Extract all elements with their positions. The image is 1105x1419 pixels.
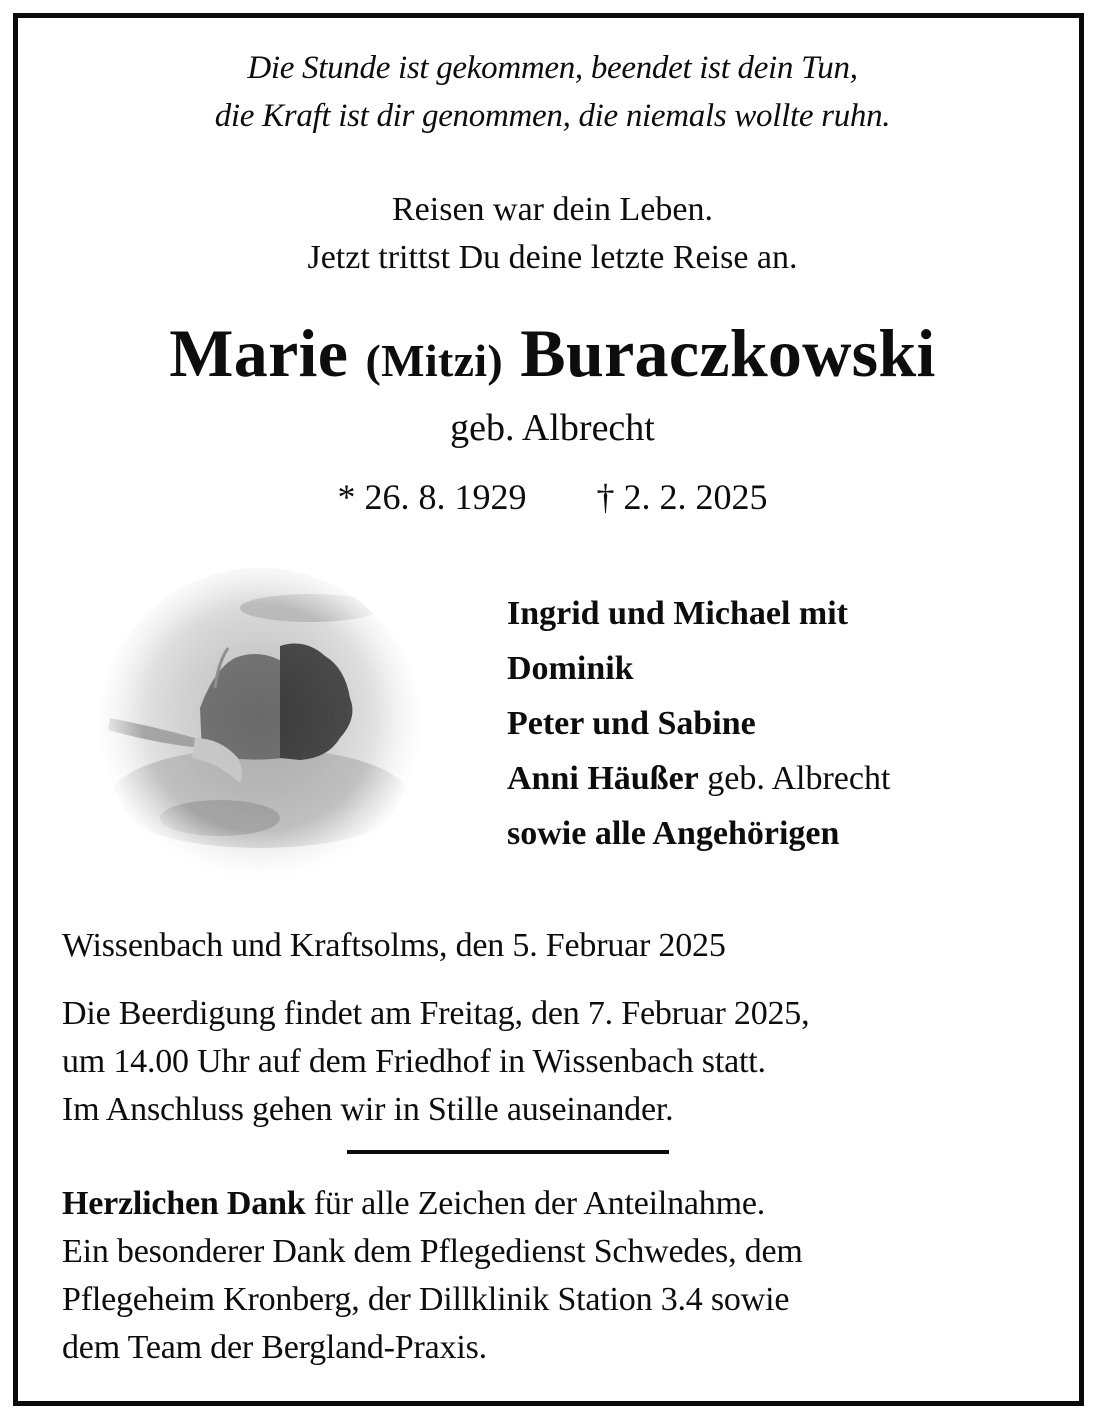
funeral-line-1: Die Beerdigung findet am Freitag, den 7. Februar 2025, <box>62 995 810 1032</box>
mourners-list <box>507 586 890 861</box>
mourner-line: sowie alle Angehörigen <box>507 815 840 852</box>
divider-rule <box>347 1150 669 1154</box>
verse-upright-line-1: Reisen war dein Leben. <box>392 191 713 228</box>
funeral-line-2: um 14.00 Uhr auf dem Friedhof in Wissenbach statt. <box>62 1043 766 1080</box>
first-name: Marie <box>169 315 349 391</box>
mourner-line: Anni Häußer geb. Albrecht <box>507 760 891 797</box>
verse-italic <box>0 44 1105 140</box>
thanks-block <box>62 1180 803 1372</box>
last-name: Buraczkowski <box>520 315 936 391</box>
thanks-line-1: Herzlichen Dank für alle Zeichen der Anteilnahme. <box>62 1185 766 1222</box>
nickname: (Mitzi) <box>365 335 503 386</box>
place-date: Wissenbach und Kraftsolms, den 5. Februar 2025 <box>62 927 726 964</box>
verse-italic-line-2: die Kraft ist dir genommen, die niemals wollte ruhn. <box>214 98 891 134</box>
deceased-name <box>0 315 1105 396</box>
birth-name: geb. Albrecht <box>450 407 655 449</box>
thanks-line-3: Pflegeheim Kronberg, der Dillklinik Station 3.4 sowie <box>62 1281 790 1318</box>
thanks-line-4: dem Team der Bergland-Praxis. <box>62 1329 487 1366</box>
mourner-line: Peter und Sabine <box>507 705 756 742</box>
life-dates <box>0 475 1105 519</box>
funeral-line-3: Im Anschluss gehen wir in Stille auseinander. <box>62 1091 674 1128</box>
funeral-info <box>62 990 809 1134</box>
verse-upright <box>0 186 1105 282</box>
birth-star-icon: * <box>337 477 356 517</box>
mourner-line: Dominik <box>507 650 634 687</box>
death-date: 2. 2. 2025 <box>623 477 768 517</box>
verse-upright-line-2: Jetzt trittst Du deine letzte Reise an. <box>307 239 798 276</box>
death-cross-icon: † <box>596 477 615 517</box>
birth-date: 26. 8. 1929 <box>364 477 527 517</box>
thanks-line-2: Ein besonderer Dank dem Pflegedienst Schwedes, dem <box>62 1233 803 1270</box>
mourner-line: Ingrid und Michael mit <box>507 595 848 632</box>
rose-photo-icon <box>100 568 420 880</box>
verse-italic-line-1: Die Stunde ist gekommen, beendet ist dein Tun, <box>247 50 858 86</box>
